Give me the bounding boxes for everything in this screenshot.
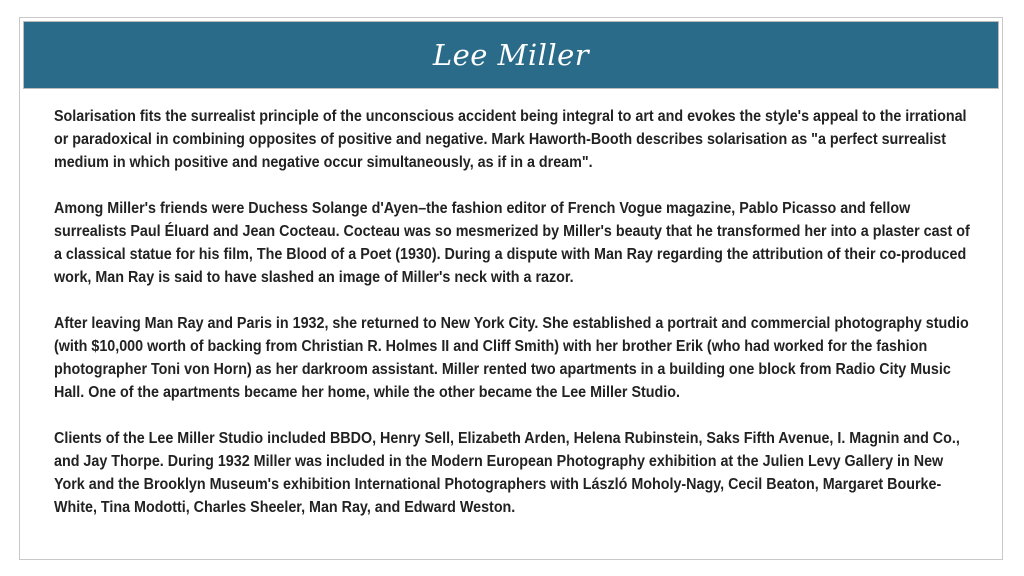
paragraph-new-york: After leaving Man Ray and Paris in 1932, she returned to New York City. She established a portrait and commercial photography studio (with $10,000 worth of backing from Christian R. Holmes II and Cliff Smith) with her brother Erik (who had worked for the fashion photographer Toni von Horn) as her darkroom assistant. Miller rented two apartments in a building one block from Radio City Music Hall. One of the apartments became her home, while the other became the Lee Miller Studio. (54, 315, 969, 401)
slide-title: Lee Miller (432, 38, 590, 72)
paragraph-friends: Among Miller's friends were Duchess Solange d'Ayen–the fashion editor of French Vogue magazine, Pablo Picasso and fellow surrealists Paul Éluard and Jean Cocteau. Cocteau was so mesmerized by Miller's beauty that he transformed her into a plaster cast of a classical statue for his film, The Blood of a Poet (1930). During a dispute with Man Ray regarding the attribution of their co-produced work, Man Ray is said to have slashed an image of Miller's neck with a razor. (54, 200, 970, 286)
slide (19, 17, 1003, 560)
paragraph-clients: Clients of the Lee Miller Studio included BBDO, Henry Sell, Elizabeth Arden, Helena Rubinstein, Saks Fifth Avenue, I. Magnin and Co., and Jay Thorpe. During 1932 Miller was included in the Modern European Photography exhibition at the Julien Levy Gallery in New York and the Brooklyn Museum's exhibition International Photographers with László Moholy-Nagy, Cecil Beaton, Margaret Bourke-White, Tina Modotti, Charles Sheeler, Man Ray, and Edward Weston. (54, 430, 960, 516)
title-bar (23, 21, 999, 89)
slide-body (54, 105, 975, 542)
paragraph-solarisation: Solarisation fits the surrealist principle of the unconscious accident being integral to art and evokes the style's appeal to the irrational or paradoxical in combining opposites of positive and negative. Mark Haworth-Booth describes solarisation as "a perfect surrealist medium in which positive and negative occur simultaneously, as if in a dream". (54, 108, 967, 171)
